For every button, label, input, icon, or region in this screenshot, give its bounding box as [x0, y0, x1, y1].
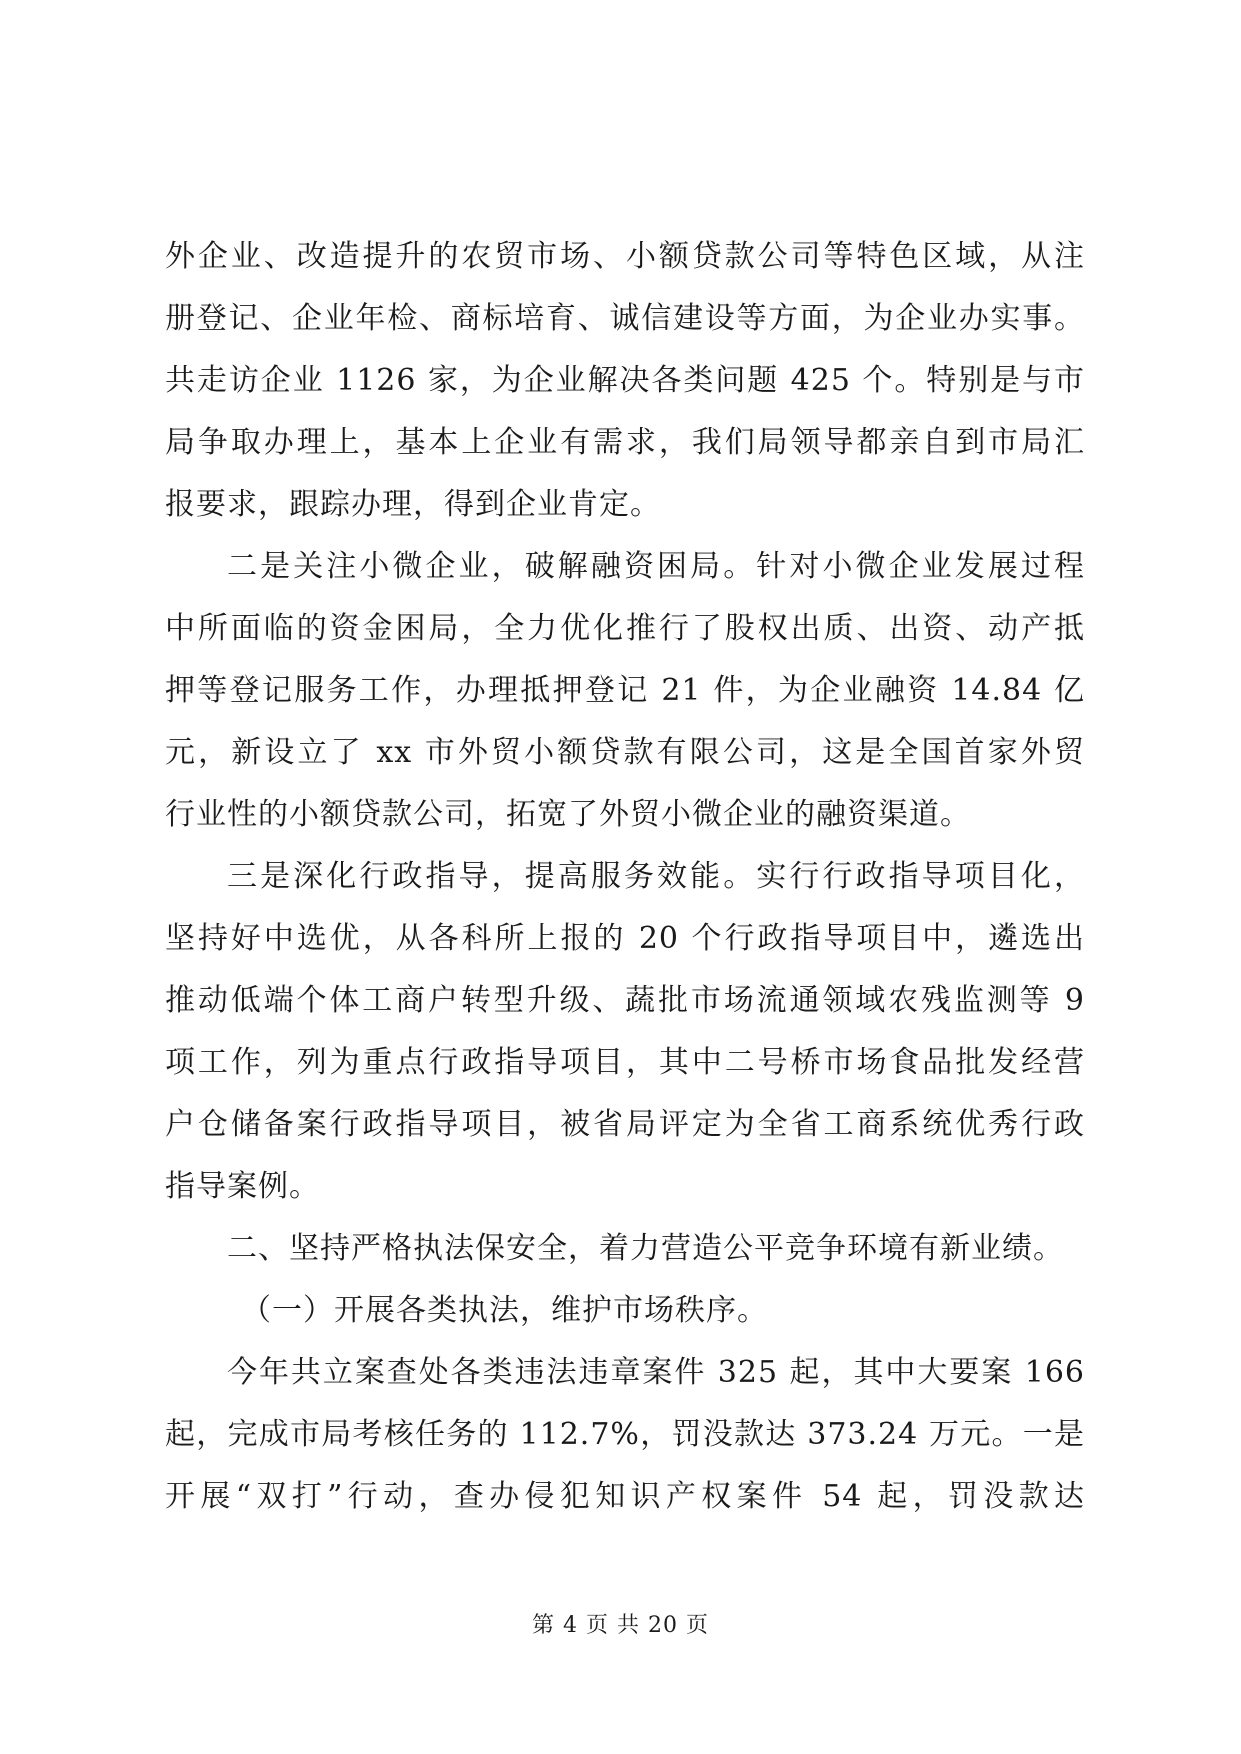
text-line: 中所面临的资金困局，全力优化推行了股权出质、出资、动产抵 [165, 611, 1085, 646]
document-body [165, 226, 1085, 1528]
text-line: 开展“双打”行动，查办侵犯知识产权案件 54 起，罚没款达 [165, 1479, 1085, 1514]
text-line: 册登记、企业年检、商标培育、诚信建设等方面，为企业办实事。 [165, 301, 1085, 336]
text-line: 坚持好中选优，从各科所上报的 20 个行政指导项目中，遴选出 [165, 921, 1085, 956]
text-line: 局争取办理上，基本上企业有需求，我们局领导都亲自到市局汇 [165, 425, 1085, 460]
text-line: 共走访企业 1126 家，为企业解决各类问题 425 个。特别是与市 [165, 363, 1085, 398]
page-number-footer: 第 4 页 共 20 页 [532, 1613, 709, 1638]
section-heading: 二、坚持严格执法保安全，着力营造公平竞争环境有新业绩。 [227, 1231, 1064, 1266]
text-line: 起，完成市局考核任务的 112.7%，罚没款达 373.24 万元。一是 [165, 1417, 1085, 1452]
text-line: 指导案例。 [165, 1169, 320, 1204]
text-line: 二是关注小微企业，破解融资困局。针对小微企业发展过程 [227, 549, 1085, 584]
text-line: 押等登记服务工作，办理抵押登记 21 件，为企业融资 14.84 亿 [165, 673, 1085, 708]
text-line: 行业性的小额贷款公司，拓宽了外贸小微企业的融资渠道。 [165, 797, 971, 832]
text-line: 户仓储备案行政指导项目，被省局评定为全省工商系统优秀行政 [165, 1107, 1085, 1142]
text-line: 元，新设立了 xx 市外贸小额贷款有限公司，这是全国首家外贸 [165, 735, 1085, 770]
text-line: 项工作，列为重点行政指导项目，其中二号桥市场食品批发经营 [165, 1045, 1085, 1080]
text-line: 外企业、改造提升的农贸市场、小额贷款公司等特色区域，从注 [165, 239, 1085, 274]
text-line: 报要求，跟踪办理，得到企业肯定。 [165, 487, 661, 522]
text-line: 推动低端个体工商户转型升级、蔬批市场流通领域农残监测等 9 [165, 983, 1085, 1018]
subsection-heading: （一）开展各类执法，维护市场秩序。 [241, 1293, 768, 1328]
text-line: 今年共立案查处各类违法违章案件 325 起，其中大要案 166 [227, 1355, 1085, 1390]
text-line: 三是深化行政指导，提高服务效能。实行行政指导项目化， [227, 859, 1085, 894]
